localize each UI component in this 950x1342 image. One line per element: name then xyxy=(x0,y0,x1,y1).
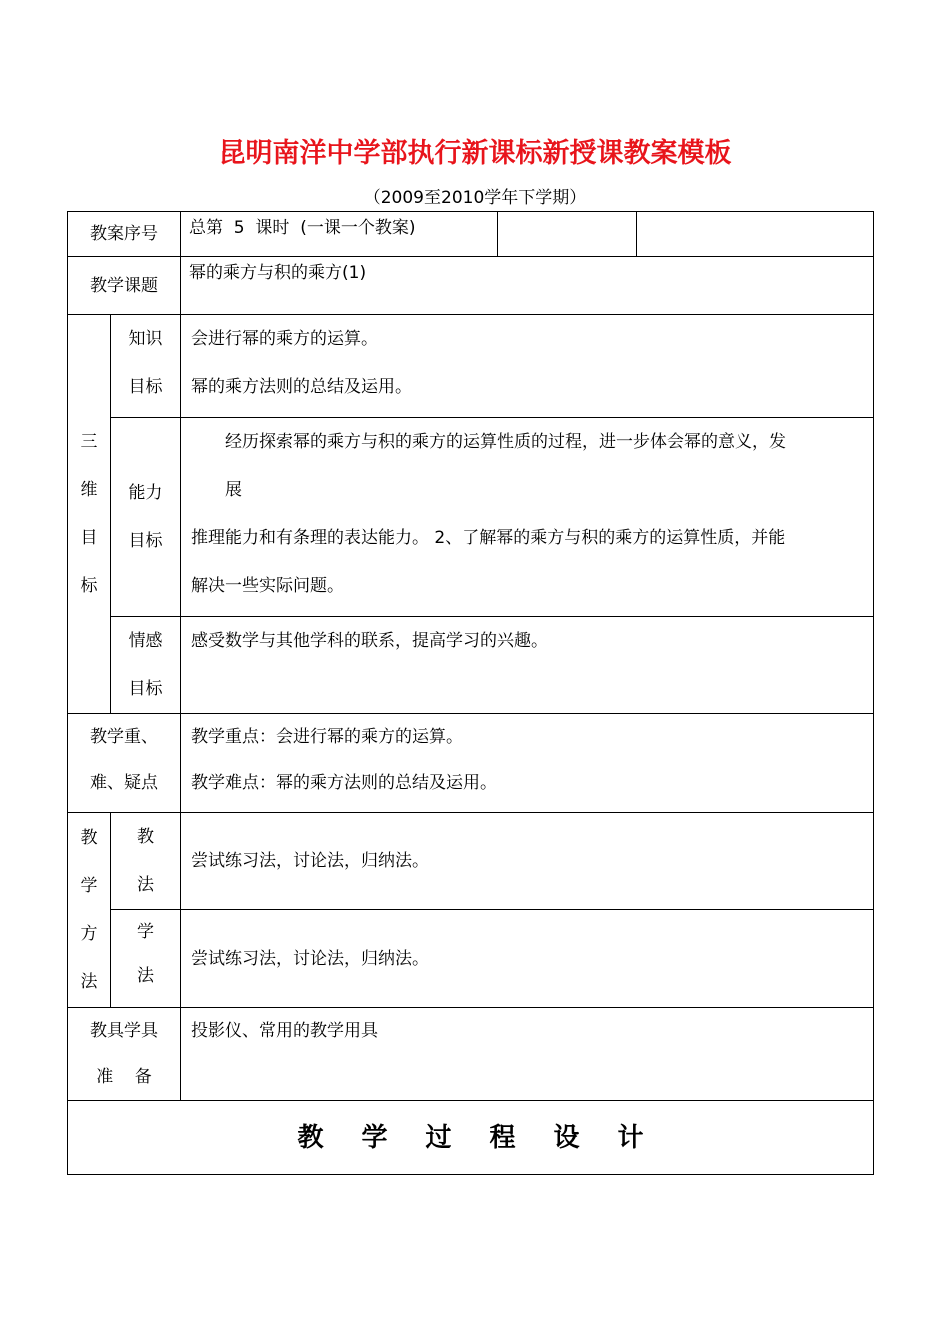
ability-line4: 解决一些实际问题。 xyxy=(191,576,344,596)
ability-line1: 经历探索幂的乘方与积的乘方的运算性质的过程，进一步体会幂的意义，发 xyxy=(225,432,786,452)
row-process-title xyxy=(68,1101,874,1175)
knowledge-label xyxy=(111,315,180,411)
ability-label xyxy=(111,469,180,565)
three-dim-goals-label-cell xyxy=(68,315,111,714)
row-teaching-method xyxy=(68,813,874,910)
row-emotion-goals xyxy=(68,617,874,714)
ability-line3: 推理能力和有条理的表达能力。 2、了解幂的乘方与积的乘方的运算性质，并能 xyxy=(191,528,786,548)
lesson-number-label: 教案序号 xyxy=(90,224,158,244)
emotion-label-line1: 情感 xyxy=(128,631,163,651)
row-knowledge-goals xyxy=(68,315,874,418)
teaching-method-content-cell xyxy=(181,813,874,910)
row-ability-goals xyxy=(68,418,874,617)
key-points-label-line2: 难、疑点 xyxy=(90,773,158,793)
key-points-content xyxy=(181,714,873,812)
three-dim-goals-label xyxy=(68,418,110,610)
emotion-line1: 感受数学与其他学科的联系，提高学习的兴趣。 xyxy=(191,631,548,651)
blank-cell-1 xyxy=(498,212,637,257)
goals-label-char: 维 xyxy=(80,480,98,500)
methods-label-char: 学 xyxy=(80,876,98,896)
goals-label-char: 三 xyxy=(80,432,98,452)
process-title-cell xyxy=(68,1101,874,1175)
learning-method-content-cell xyxy=(181,910,874,1008)
lesson-number-value: 总第 5 课时 (一课一个教案) xyxy=(189,218,416,238)
emotion-label xyxy=(111,617,180,713)
knowledge-label-line2: 目标 xyxy=(128,377,163,397)
methods-label-cell xyxy=(68,813,111,1008)
document-title: 昆明南洋中学部执行新课标新授课教案模板 xyxy=(218,138,732,169)
document-subtitle: （2009至2010学年下学期） xyxy=(363,188,587,208)
ability-label-cell xyxy=(111,418,181,617)
topic-value: 幂的乘方与积的乘方(1) xyxy=(189,263,367,283)
tools-label-line1: 教具学具 xyxy=(90,1021,158,1041)
topic-label-cell xyxy=(68,257,181,315)
knowledge-content-cell xyxy=(181,315,874,418)
teaching-method-label-line2: 法 xyxy=(137,875,154,895)
lesson-number-value-cell xyxy=(181,212,498,257)
learning-method-label-cell xyxy=(111,910,181,1008)
methods-label xyxy=(68,814,110,1006)
key-points-line2: 教学难点：幂的乘方法则的总结及运用。 xyxy=(191,773,497,793)
tools-label-cell xyxy=(68,1008,181,1101)
row-tools xyxy=(68,1008,874,1101)
goals-label-char: 目 xyxy=(80,528,98,548)
process-title: 教学过程设计 xyxy=(297,1122,682,1153)
teaching-method-label-line1: 教 xyxy=(137,827,154,847)
knowledge-label-cell xyxy=(111,315,181,418)
knowledge-line1: 会进行幂的乘方的运算。 xyxy=(191,329,378,349)
knowledge-content xyxy=(181,315,873,417)
row-topic xyxy=(68,257,874,315)
ability-content-cell xyxy=(181,418,874,617)
emotion-label-line2: 目标 xyxy=(128,679,163,699)
tools-value-wrap xyxy=(181,1008,873,1060)
tools-value: 投影仪、常用的教学用具 xyxy=(191,1021,378,1041)
goals-label-char: 标 xyxy=(80,576,98,596)
key-points-label-line1: 教学重、 xyxy=(90,727,158,747)
lesson-number-label-cell xyxy=(68,212,181,257)
emotion-label-cell xyxy=(111,617,181,714)
learning-method-label-line2: 法 xyxy=(137,966,154,986)
key-points-content-cell xyxy=(181,714,874,813)
knowledge-line2: 幂的乘方法则的总结及运用。 xyxy=(191,377,412,397)
knowledge-label-line1: 知识 xyxy=(128,329,163,349)
ability-line2: 展 xyxy=(225,480,242,500)
methods-label-char: 法 xyxy=(80,972,98,992)
methods-label-char: 方 xyxy=(80,924,98,944)
teaching-method-label xyxy=(111,813,180,909)
methods-label-char: 教 xyxy=(80,828,98,848)
row-lesson-number xyxy=(68,212,874,257)
tools-content-cell xyxy=(181,1008,874,1101)
ability-label-line2: 目标 xyxy=(128,531,163,551)
topic-value-cell xyxy=(181,257,874,315)
learning-method-value: 尝试练习法，讨论法，归纳法。 xyxy=(191,948,429,969)
teaching-method-value: 尝试练习法，讨论法，归纳法。 xyxy=(191,851,429,871)
key-points-label-cell xyxy=(68,714,181,813)
tools-label-line2: 准 备 xyxy=(96,1067,152,1087)
topic-label: 教学课题 xyxy=(90,275,158,296)
row-learning-method xyxy=(68,910,874,1008)
emotion-content-cell xyxy=(181,617,874,714)
teaching-method-label-cell xyxy=(111,813,181,910)
learning-method-label xyxy=(111,910,180,998)
learning-method-label-line1: 学 xyxy=(137,922,154,942)
ability-content xyxy=(181,418,873,616)
row-key-points xyxy=(68,714,874,813)
ability-label-line1: 能力 xyxy=(128,483,163,503)
blank-cell-2 xyxy=(637,212,874,257)
lesson-plan-table xyxy=(67,211,874,1175)
key-points-label xyxy=(68,714,180,806)
key-points-line1: 教学重点：会进行幂的乘方的运算。 xyxy=(191,727,463,747)
tools-label xyxy=(68,1008,180,1100)
